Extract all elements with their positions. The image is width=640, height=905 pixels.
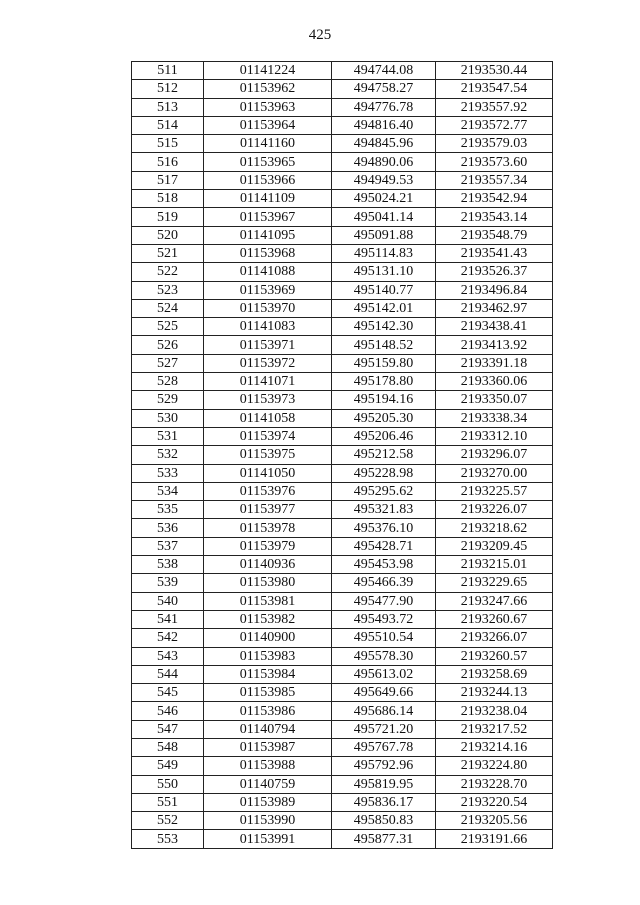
point-number-cell: 512 (132, 80, 204, 98)
table-row (132, 171, 553, 189)
y-coordinate-cell: 2193220.54 (436, 793, 553, 811)
point-id-cell: 01141095 (204, 226, 332, 244)
table-row (132, 830, 553, 848)
point-id-cell: 01153963 (204, 98, 332, 116)
point-id-cell: 01153988 (204, 757, 332, 775)
point-number-cell: 515 (132, 135, 204, 153)
y-coordinate-cell: 2193413.92 (436, 336, 553, 354)
point-number-cell: 526 (132, 336, 204, 354)
point-id-cell: 01141058 (204, 409, 332, 427)
point-number-cell: 538 (132, 556, 204, 574)
x-coordinate-cell: 495142.30 (332, 318, 436, 336)
table-row (132, 592, 553, 610)
coordinates-table (131, 61, 553, 849)
point-id-cell: 01153969 (204, 281, 332, 299)
table-row (132, 446, 553, 464)
x-coordinate-cell: 495295.62 (332, 482, 436, 500)
table-row (132, 153, 553, 171)
table-row (132, 720, 553, 738)
x-coordinate-cell: 495142.01 (332, 299, 436, 317)
y-coordinate-cell: 2193360.06 (436, 373, 553, 391)
x-coordinate-cell: 495836.17 (332, 793, 436, 811)
point-number-cell: 525 (132, 318, 204, 336)
point-id-cell: 01140759 (204, 775, 332, 793)
point-number-cell: 551 (132, 793, 204, 811)
point-number-cell: 516 (132, 153, 204, 171)
x-coordinate-cell: 495453.98 (332, 556, 436, 574)
point-number-cell: 547 (132, 720, 204, 738)
x-coordinate-cell: 495114.83 (332, 244, 436, 262)
page-number: 425 (308, 27, 332, 43)
point-number-cell: 536 (132, 519, 204, 537)
point-id-cell: 01141224 (204, 62, 332, 80)
point-id-cell: 01153990 (204, 812, 332, 830)
table-row (132, 501, 553, 519)
point-id-cell: 01141109 (204, 190, 332, 208)
point-number-cell: 522 (132, 263, 204, 281)
y-coordinate-cell: 2193247.66 (436, 592, 553, 610)
point-number-cell: 553 (132, 830, 204, 848)
y-coordinate-cell: 2193215.01 (436, 556, 553, 574)
x-coordinate-cell: 494758.27 (332, 80, 436, 98)
x-coordinate-cell: 494890.06 (332, 153, 436, 171)
point-id-cell: 01153967 (204, 208, 332, 226)
y-coordinate-cell: 2193260.67 (436, 610, 553, 628)
point-number-cell: 537 (132, 537, 204, 555)
y-coordinate-cell: 2193205.56 (436, 812, 553, 830)
table-row (132, 281, 553, 299)
table-row (132, 116, 553, 134)
table-row (132, 354, 553, 372)
table-row (132, 135, 553, 153)
point-number-cell: 519 (132, 208, 204, 226)
y-coordinate-cell: 2193541.43 (436, 244, 553, 262)
x-coordinate-cell: 494845.96 (332, 135, 436, 153)
point-id-cell: 01153987 (204, 738, 332, 756)
y-coordinate-cell: 2193229.65 (436, 574, 553, 592)
x-coordinate-cell: 495477.90 (332, 592, 436, 610)
point-number-cell: 550 (132, 775, 204, 793)
y-coordinate-cell: 2193350.07 (436, 391, 553, 409)
y-coordinate-cell: 2193438.41 (436, 318, 553, 336)
table-row (132, 556, 553, 574)
point-id-cell: 01153966 (204, 171, 332, 189)
table-row (132, 629, 553, 647)
x-coordinate-cell: 495228.98 (332, 464, 436, 482)
x-coordinate-cell: 494744.08 (332, 62, 436, 80)
point-number-cell: 523 (132, 281, 204, 299)
point-id-cell: 01153985 (204, 684, 332, 702)
table-row (132, 684, 553, 702)
point-id-cell: 01153972 (204, 354, 332, 372)
table-row (132, 738, 553, 756)
x-coordinate-cell: 495159.80 (332, 354, 436, 372)
point-id-cell: 01153973 (204, 391, 332, 409)
table-row (132, 610, 553, 628)
point-id-cell: 01140936 (204, 556, 332, 574)
y-coordinate-cell: 2193270.00 (436, 464, 553, 482)
point-number-cell: 549 (132, 757, 204, 775)
y-coordinate-cell: 2193530.44 (436, 62, 553, 80)
point-id-cell: 01153965 (204, 153, 332, 171)
x-coordinate-cell: 495321.83 (332, 501, 436, 519)
table-row (132, 98, 553, 116)
point-number-cell: 533 (132, 464, 204, 482)
y-coordinate-cell: 2193209.45 (436, 537, 553, 555)
table-row (132, 190, 553, 208)
table-row (132, 263, 553, 281)
y-coordinate-cell: 2193312.10 (436, 427, 553, 445)
point-number-cell: 530 (132, 409, 204, 427)
y-coordinate-cell: 2193572.77 (436, 116, 553, 134)
x-coordinate-cell: 495578.30 (332, 647, 436, 665)
x-coordinate-cell: 494776.78 (332, 98, 436, 116)
point-id-cell: 01153976 (204, 482, 332, 500)
table-row (132, 409, 553, 427)
point-number-cell: 521 (132, 244, 204, 262)
x-coordinate-cell: 495510.54 (332, 629, 436, 647)
y-coordinate-cell: 2193225.57 (436, 482, 553, 500)
y-coordinate-cell: 2193218.62 (436, 519, 553, 537)
point-id-cell: 01140794 (204, 720, 332, 738)
x-coordinate-cell: 495877.31 (332, 830, 436, 848)
table-row (132, 482, 553, 500)
y-coordinate-cell: 2193191.66 (436, 830, 553, 848)
y-coordinate-cell: 2193217.52 (436, 720, 553, 738)
table-row (132, 244, 553, 262)
point-id-cell: 01153979 (204, 537, 332, 555)
point-number-cell: 542 (132, 629, 204, 647)
table-row (132, 427, 553, 445)
y-coordinate-cell: 2193224.80 (436, 757, 553, 775)
y-coordinate-cell: 2193226.07 (436, 501, 553, 519)
point-number-cell: 529 (132, 391, 204, 409)
point-number-cell: 532 (132, 446, 204, 464)
y-coordinate-cell: 2193266.07 (436, 629, 553, 647)
y-coordinate-cell: 2193391.18 (436, 354, 553, 372)
point-number-cell: 548 (132, 738, 204, 756)
x-coordinate-cell: 494949.53 (332, 171, 436, 189)
x-coordinate-cell: 495091.88 (332, 226, 436, 244)
point-id-cell: 01153971 (204, 336, 332, 354)
point-id-cell: 01153970 (204, 299, 332, 317)
y-coordinate-cell: 2193462.97 (436, 299, 553, 317)
point-id-cell: 01141050 (204, 464, 332, 482)
table-row (132, 775, 553, 793)
x-coordinate-cell: 495686.14 (332, 702, 436, 720)
table-row (132, 793, 553, 811)
table-row (132, 537, 553, 555)
point-number-cell: 545 (132, 684, 204, 702)
point-id-cell: 01141083 (204, 318, 332, 336)
x-coordinate-cell: 495376.10 (332, 519, 436, 537)
point-number-cell: 517 (132, 171, 204, 189)
x-coordinate-cell: 495767.78 (332, 738, 436, 756)
table-row (132, 62, 553, 80)
x-coordinate-cell: 495206.46 (332, 427, 436, 445)
x-coordinate-cell: 495613.02 (332, 665, 436, 683)
y-coordinate-cell: 2193579.03 (436, 135, 553, 153)
x-coordinate-cell: 495792.96 (332, 757, 436, 775)
point-id-cell: 01153978 (204, 519, 332, 537)
y-coordinate-cell: 2193573.60 (436, 153, 553, 171)
point-number-cell: 543 (132, 647, 204, 665)
point-id-cell: 01140900 (204, 629, 332, 647)
table-row (132, 336, 553, 354)
point-number-cell: 527 (132, 354, 204, 372)
point-id-cell: 01153984 (204, 665, 332, 683)
table-row (132, 665, 553, 683)
point-number-cell: 535 (132, 501, 204, 519)
table-row (132, 391, 553, 409)
x-coordinate-cell: 495649.66 (332, 684, 436, 702)
x-coordinate-cell: 495041.14 (332, 208, 436, 226)
x-coordinate-cell: 495850.83 (332, 812, 436, 830)
y-coordinate-cell: 2193543.14 (436, 208, 553, 226)
x-coordinate-cell: 495819.95 (332, 775, 436, 793)
y-coordinate-cell: 2193557.92 (436, 98, 553, 116)
point-id-cell: 01153980 (204, 574, 332, 592)
table-row (132, 464, 553, 482)
point-id-cell: 01153989 (204, 793, 332, 811)
point-id-cell: 01153981 (204, 592, 332, 610)
point-number-cell: 540 (132, 592, 204, 610)
table-row (132, 519, 553, 537)
point-number-cell: 541 (132, 610, 204, 628)
point-number-cell: 520 (132, 226, 204, 244)
point-number-cell: 518 (132, 190, 204, 208)
point-id-cell: 01141160 (204, 135, 332, 153)
table-row (132, 757, 553, 775)
point-number-cell: 534 (132, 482, 204, 500)
x-coordinate-cell: 494816.40 (332, 116, 436, 134)
y-coordinate-cell: 2193258.69 (436, 665, 553, 683)
point-number-cell: 514 (132, 116, 204, 134)
table-row (132, 318, 553, 336)
x-coordinate-cell: 495131.10 (332, 263, 436, 281)
table-row (132, 812, 553, 830)
table-row (132, 226, 553, 244)
point-number-cell: 524 (132, 299, 204, 317)
x-coordinate-cell: 495466.39 (332, 574, 436, 592)
table-row (132, 702, 553, 720)
y-coordinate-cell: 2193244.13 (436, 684, 553, 702)
x-coordinate-cell: 495178.80 (332, 373, 436, 391)
x-coordinate-cell: 495205.30 (332, 409, 436, 427)
table-row (132, 574, 553, 592)
point-number-cell: 531 (132, 427, 204, 445)
y-coordinate-cell: 2193548.79 (436, 226, 553, 244)
table-row (132, 647, 553, 665)
y-coordinate-cell: 2193296.07 (436, 446, 553, 464)
y-coordinate-cell: 2193260.57 (436, 647, 553, 665)
point-id-cell: 01153977 (204, 501, 332, 519)
table-row (132, 208, 553, 226)
point-id-cell: 01141088 (204, 263, 332, 281)
table-row (132, 299, 553, 317)
point-id-cell: 01153974 (204, 427, 332, 445)
point-number-cell: 513 (132, 98, 204, 116)
y-coordinate-cell: 2193238.04 (436, 702, 553, 720)
x-coordinate-cell: 495212.58 (332, 446, 436, 464)
x-coordinate-cell: 495721.20 (332, 720, 436, 738)
point-id-cell: 01153986 (204, 702, 332, 720)
point-id-cell: 01153991 (204, 830, 332, 848)
y-coordinate-cell: 2193542.94 (436, 190, 553, 208)
point-number-cell: 544 (132, 665, 204, 683)
y-coordinate-cell: 2193214.16 (436, 738, 553, 756)
point-number-cell: 511 (132, 62, 204, 80)
x-coordinate-cell: 495428.71 (332, 537, 436, 555)
point-number-cell: 528 (132, 373, 204, 391)
y-coordinate-cell: 2193547.54 (436, 80, 553, 98)
x-coordinate-cell: 495148.52 (332, 336, 436, 354)
x-coordinate-cell: 495024.21 (332, 190, 436, 208)
point-id-cell: 01153975 (204, 446, 332, 464)
point-id-cell: 01153983 (204, 647, 332, 665)
point-number-cell: 546 (132, 702, 204, 720)
table-row (132, 80, 553, 98)
point-id-cell: 01141071 (204, 373, 332, 391)
y-coordinate-cell: 2193496.84 (436, 281, 553, 299)
point-id-cell: 01153982 (204, 610, 332, 628)
point-number-cell: 552 (132, 812, 204, 830)
point-id-cell: 01153962 (204, 80, 332, 98)
point-id-cell: 01153964 (204, 116, 332, 134)
y-coordinate-cell: 2193338.34 (436, 409, 553, 427)
point-id-cell: 01153968 (204, 244, 332, 262)
y-coordinate-cell: 2193228.70 (436, 775, 553, 793)
x-coordinate-cell: 495194.16 (332, 391, 436, 409)
y-coordinate-cell: 2193557.34 (436, 171, 553, 189)
x-coordinate-cell: 495140.77 (332, 281, 436, 299)
x-coordinate-cell: 495493.72 (332, 610, 436, 628)
y-coordinate-cell: 2193526.37 (436, 263, 553, 281)
point-number-cell: 539 (132, 574, 204, 592)
table-row (132, 373, 553, 391)
table-body (132, 62, 553, 849)
